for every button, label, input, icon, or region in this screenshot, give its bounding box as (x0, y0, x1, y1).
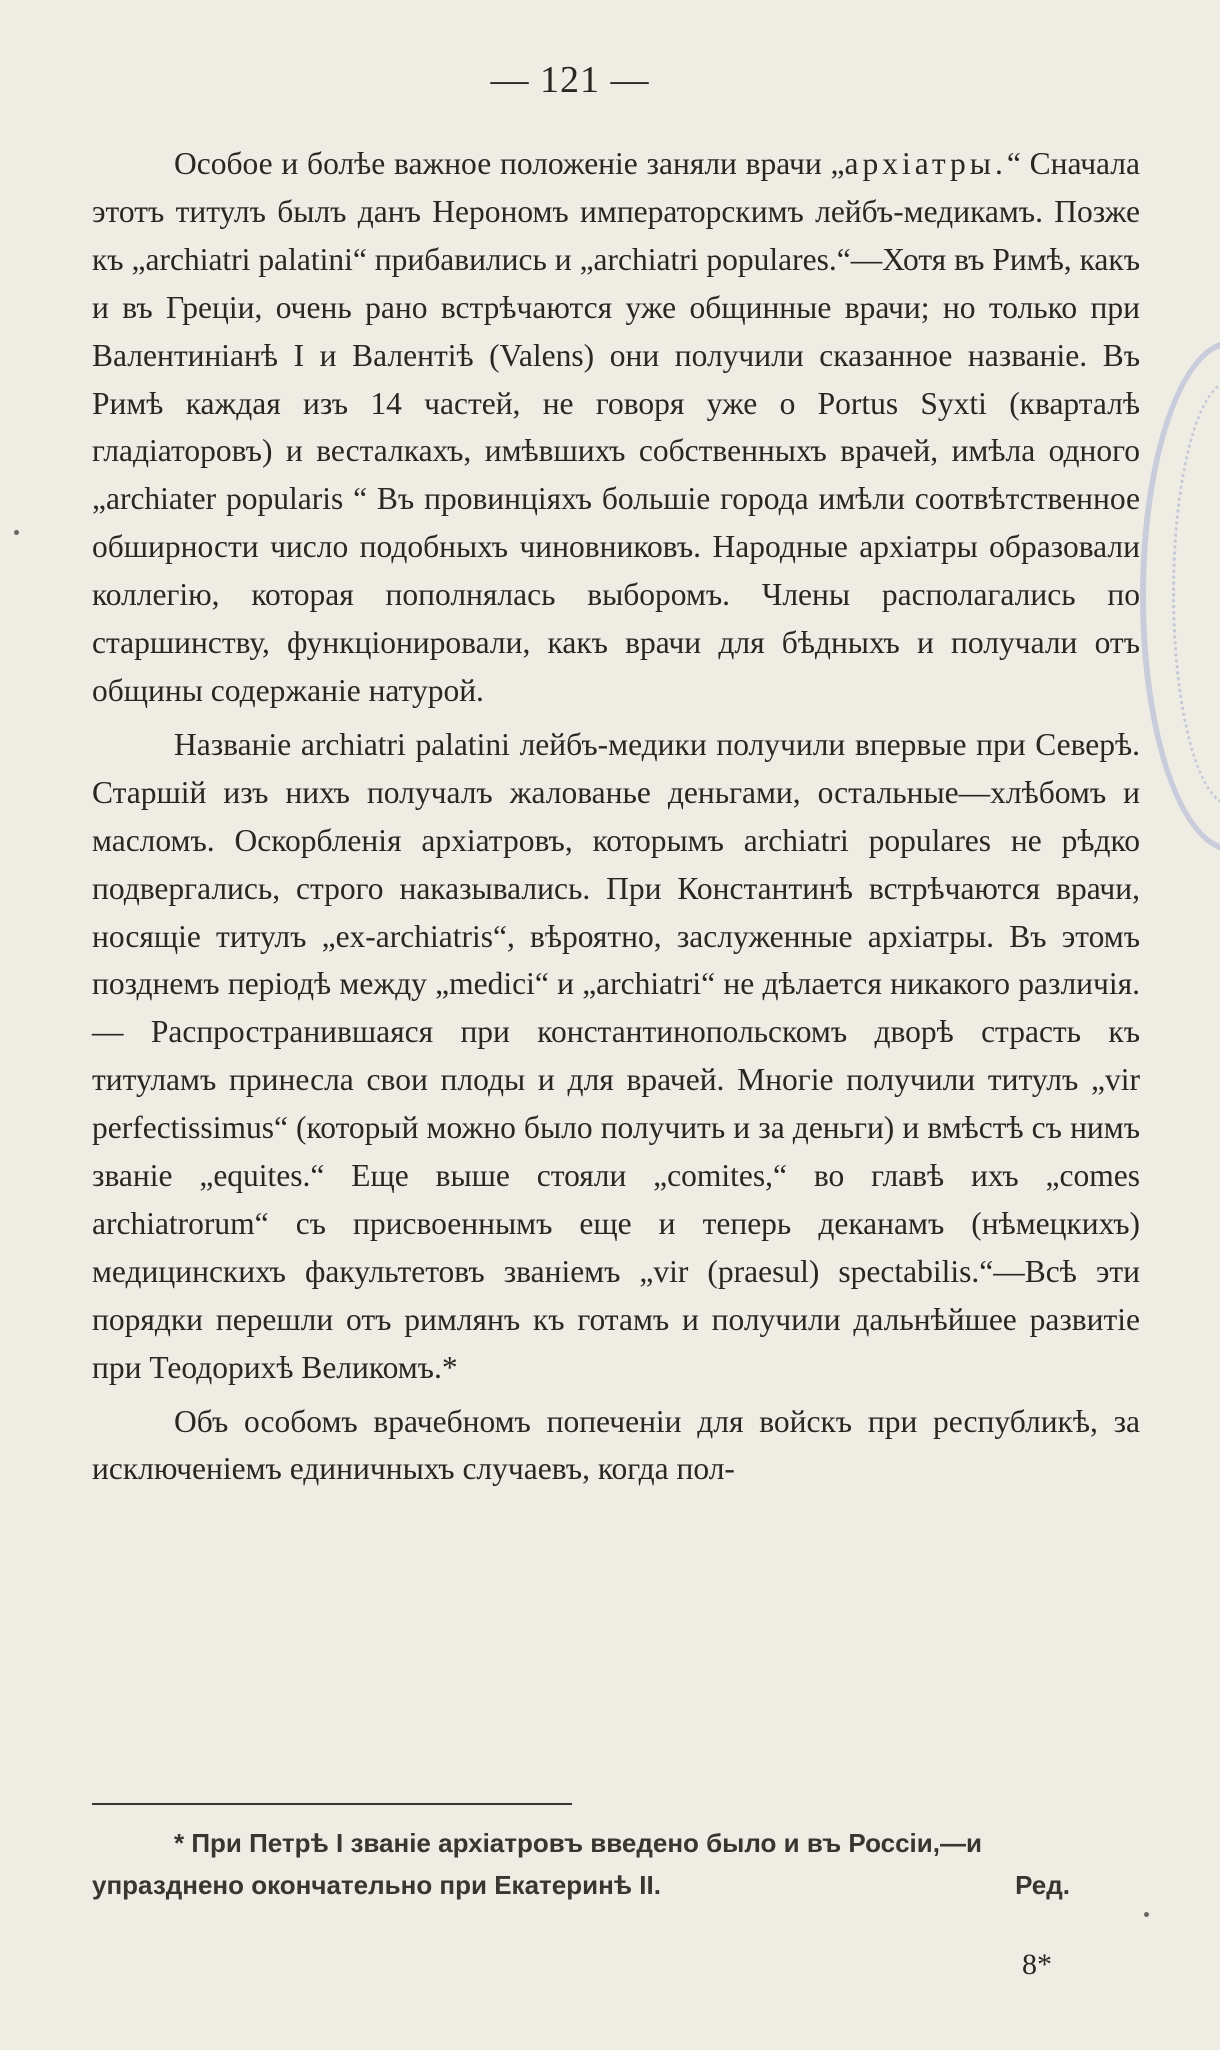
paragraph-1 (92, 140, 1140, 715)
footnote-body: * При Петрѣ I званіе архіатровъ введено было и въ Россіи,—и упразднено окончательно при Екатеринѣ II. (92, 1828, 982, 1900)
footnote-divider (92, 1803, 572, 1805)
footnote-text (92, 1822, 1140, 1906)
paper-speck (14, 530, 19, 535)
footnote (92, 1822, 1140, 1906)
paragraph-3 (92, 1398, 1140, 1494)
paragraph-3-body: Объ особомъ врачебномъ попеченіи для войскъ при республикѣ, за исключеніемъ единичныхъ случаевъ, когда пол- (92, 1403, 1140, 1487)
body-text (92, 140, 1140, 1493)
paragraph-1-lead: Особое и болѣе важное положеніе заняли врачи „ (174, 146, 845, 181)
signature-mark: 8* (1022, 1948, 1052, 1981)
paragraph-2-body: Названіе archiatri palatini лейбъ-медики получили впервые при Северѣ. Старшій изъ нихъ получалъ жалованье деньгами, остальные—хлѣбомъ и масломъ. Оскорбленія архіатровъ, которымъ archiatri populares не рѣдко подвергались, строго наказывались. При Константинѣ встрѣчаются врачи, носящіе титулъ „ex-archiatris“, вѣроятно, заслуженные архіатры. Въ этомъ позднемъ періодѣ между „medici“ и „archiatri“ не дѣлается никакого различія.— Распространившаяся при константинопольскомъ дворѣ страсть къ титуламъ принесла свои плоды и для врачей. Многіе получили титулъ „vir perfectissimus“ (который можно было получить и за деньги) и вмѣстѣ съ нимъ званіе „equites.“ Еще выше стояли „comites,“ во главѣ ихъ „comes archiatrorum“ съ присвоеннымъ еще и теперь деканамъ (нѣмецкихъ) медицинскихъ факультетовъ званіемъ „vir (praesul) spectabilis.“—Всѣ эти порядки перешли отъ римлянъ къ готамъ и получили дальнѣйшее развитіе при Теодорихѣ Великомъ.* (92, 726, 1140, 1385)
footnote-editor-mark: Ред. (1015, 1870, 1070, 1900)
paper-speck (1144, 1912, 1149, 1917)
page-number: — 121 — (490, 59, 650, 101)
paragraph-1-spaced-term: архіатры. (844, 146, 1007, 181)
paragraph-2 (92, 721, 1140, 1392)
paragraph-1-body: “ Сначала этотъ титулъ былъ данъ Нерономъ императорскимъ лейбъ-медикамъ. Позже къ „archiatri palatini“ прибавились и „archiatri populares.“—Хотя въ Римѣ, какъ и въ Греціи, очень рано встрѣчаются уже общинные врачи; но только при Валентиніанѣ I и Валентіѣ (Valens) они получили сказанное названіе. Въ Римѣ каждая изъ 14 частей, не говоря уже о Portus Syxti (кварталѣ гладіаторовъ) и весталкахъ, имѣвшихъ собственныхъ врачей, имѣла одного „archiater popularis “ Въ провинціяхъ большіе города имѣли соотвѣтственное обширности число подобныхъ чиновниковъ. Народные архіатры образовали коллегію, которая пополнялась выборомъ. Члены располагались по старшинству, функціонировали, какъ врачи для бѣдныхъ и получали отъ общины содержаніе натурой. (92, 146, 1140, 708)
